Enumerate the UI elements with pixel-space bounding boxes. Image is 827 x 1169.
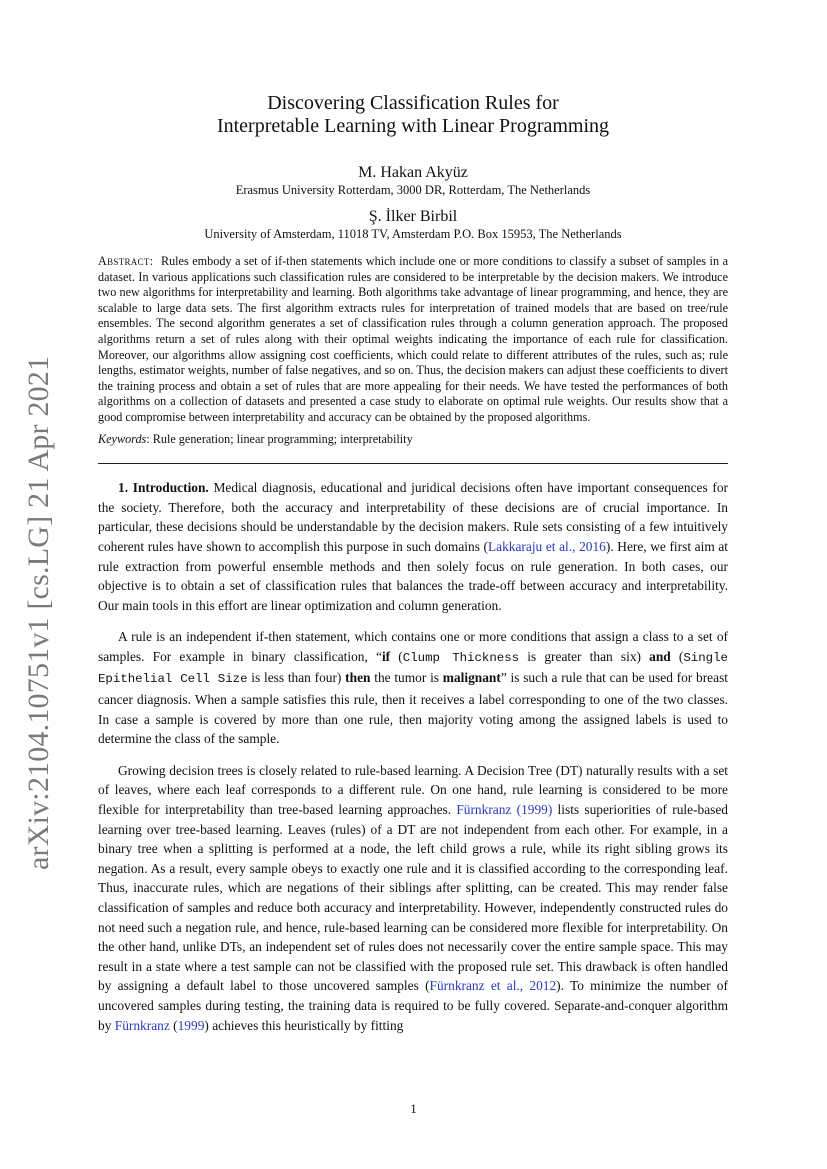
intro-p2-text-c: is greater than six) <box>519 648 650 664</box>
intro-p3-text-e: ) achieves this heuristically by fitting <box>204 1017 404 1033</box>
keyword-and: and <box>649 648 671 664</box>
author-1-affiliation: Erasmus University Rotterdam, 3000 DR, Rotterdam, The Netherlands <box>235 183 591 197</box>
intro-paragraph-1 <box>98 478 728 615</box>
intro-p3-text-c: ). To minimize the number of uncovered samples during testing, the training data is required to be fully covered. Separate-and-conquer algorithm by <box>98 978 728 1033</box>
section-divider <box>98 463 728 464</box>
citation-link-lakkaraju[interactable]: Lakkaraju et al., 2016 <box>487 538 606 554</box>
title-line-2: Interpretable Learning with Linear Programming <box>216 115 610 137</box>
keywords <box>98 432 728 448</box>
intro-p3-text-d: ( <box>169 1017 178 1033</box>
paper-title <box>98 92 728 138</box>
intro-p2-text-e: is less than four) <box>247 670 346 686</box>
intro-p3-text-b: lists superiorities of rule-based learning over tree-based learning. Leaves (rules) of a DT are not independent from each other. For example, in a binary tree when a splitting is performed at a node, the left child grows a rule, while its right sibling grows its negation. As a result, every sample obeys to exactly one rule and it is classified according to the corresponding leaf. Thus, inaccurate rules, which are negations of their siblings after splitting, can be created. This may render false classification of samples and reduce both accuracy and interpretability. However, independently constructed rules do not need such a negation rule, and hence, rule-based learning can be considered more flexible for interpretability. On the other hand, unlike DTs, an independent set of rules does not necessarily cover the entire sample space. This may result in a state where a test sample can not be classified with the proposed rule set. This drawback is often handled by assigning a default label to those uncovered samples ( <box>98 802 728 994</box>
author-2-name: Ş. İlker Birbil <box>368 208 458 225</box>
intro-p1-text-a: Medical diagnosis, educational and juridical decisions often have important consequences for the society. Therefore, both the accuracy and interpretability of these decisions are of crucial importance. In particular, these decisions should be understandable by the decision makers. Rule sets consisting of a few intuitively coherent rules have shown to accomplish this purpose in such domains ( <box>98 480 728 554</box>
author-2-affiliation: University of Amsterdam, 11018 TV, Amsterdam P.O. Box 15953, The Netherlands <box>204 227 622 241</box>
author-1-name: M. Hakan Akyüz <box>358 164 468 181</box>
keyword-malignant: malignant <box>442 670 501 686</box>
intro-paragraph-2 <box>98 627 728 749</box>
keywords-label: Keywords <box>98 431 147 446</box>
intro-p2-text-d: ( <box>670 648 684 664</box>
abstract-text: Rules embody a set of if-then statements which include one or more conditions to classify a subset of samples in a dataset. In various applications such classification rules are considered to be interpretable by the decision makers. We introduce two new algorithms for interpretability and learning. Both algorithms take advantage of linear programming, and hence, they are scalable to large data sets. The first algorithm extracts rules for interpretation of trained models that are based on tree/rule ensembles. The second algorithm generates a set of classification rules through a column generation approach. The proposed algorithms return a set of rules along with their optimal weights indicating the importance of each rule for classification. Moreover, our algorithms allow assigning cost coefficients, which could relate to different attributes of the rules, such as; rule lengths, estimator weights, number of false negatives, and so on. Thus, the decision makers can adjust these coefficients to divert the training process and obtain a set of rules that are more appealing for their needs. We have tested the performances of both algorithms on a collection of datasets and presented a case study to elaborate on optimal rule weights. Our results show that a good compromise between interpretability and accuracy can be obtained by the proposed algorithms. <box>98 254 728 424</box>
abstract-label: Abstract: <box>98 254 154 268</box>
intro-heading: 1. Introduction. <box>118 480 209 496</box>
intro-paragraph-3 <box>98 761 728 1035</box>
arxiv-identifier-text: arXiv:2104.10751v1 [cs.LG] 21 Apr 2021 <box>22 355 55 870</box>
intro-p1-text-b: ). Here, we first aim at rule extraction from powerful ensemble methods and then solely focus on rule generation. In both cases, our objective is to obtain a set of classification rules that balances the trade-off between accuracy and interpretability. Our main tools in this effort are linear optimization and column generation. <box>98 538 728 613</box>
intro-p2-text-a: A rule is an independent if-then statement, which contains one or more conditions that assign a class to a set of samples. For example in binary classification, “ <box>98 629 728 664</box>
keyword-then: then <box>345 670 371 686</box>
page-number: 1 <box>410 1101 417 1116</box>
citation-link-furnkranz-year[interactable]: 1999 <box>177 1017 205 1033</box>
keyword-if: if <box>381 648 391 664</box>
intro-p3-text-a: Growing decision trees is closely related to rule-based learning. A Decision Tree (DT) naturally results with a set of leaves, where each leaf corresponds to a different rule. On one hand, rule learning is considered to be more flexible for interpretability than tree-based learning approaches. <box>98 762 728 818</box>
abstract <box>98 254 728 426</box>
code-clump-thickness: Clump Thickness <box>402 650 520 665</box>
intro-p2-text-g: ” is such a rule that can be used for breast cancer diagnosis. When a sample satisfies this rule, then it receives a label corresponding to one of the two classes. In case a sample is covered by more than one rule, then majority voting among the assigned labels is used to determine the class of the sample. <box>98 670 728 747</box>
citation-link-furnkranz-2012[interactable]: Fürnkranz et al., 2012 <box>429 978 557 994</box>
citation-link-furnkranz-author[interactable]: Fürnkranz <box>114 1017 170 1033</box>
intro-p2-text-b: ( <box>390 648 403 664</box>
paper-page <box>98 92 728 1047</box>
keywords-text: : Rule generation; linear programming; interpretability <box>146 431 413 446</box>
citation-link-furnkranz-1999[interactable]: Fürnkranz (1999) <box>456 802 553 818</box>
code-single-epithelial-cell-size: Single Epithelial Cell Size <box>98 650 728 687</box>
title-line-1: Discovering Classification Rules for <box>267 92 559 114</box>
intro-p2-text-f: the tumor is <box>370 670 443 686</box>
